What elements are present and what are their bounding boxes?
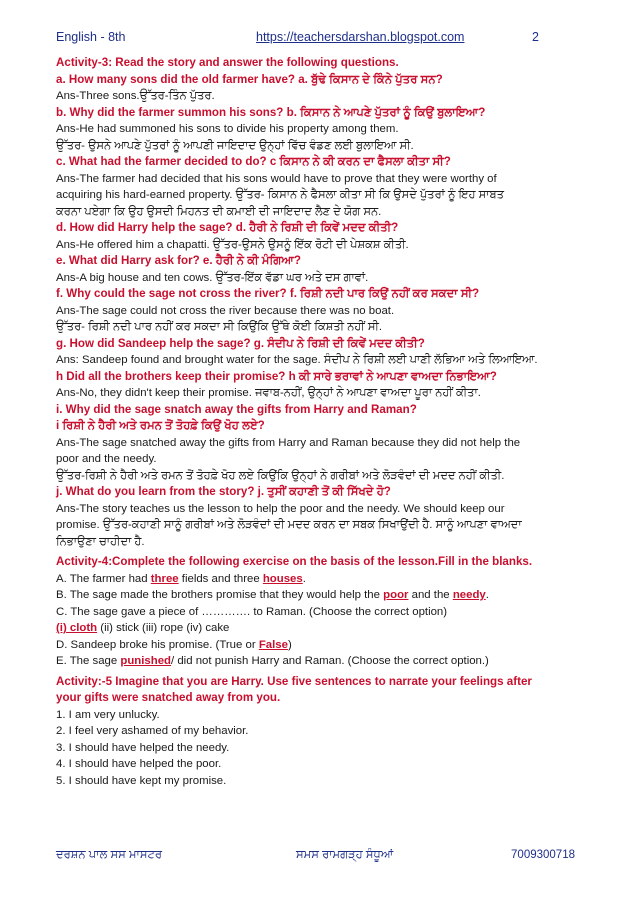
answer-line	[56, 571, 586, 588]
footer-author: ਦਰਸ਼ਨ ਪਾਲ ਸਸ ਮਾਸਟਰ	[56, 849, 162, 861]
answer-line: Ans-He had summoned his sons to divide his property among them.	[56, 123, 399, 135]
answer-line: Ans-A big house and ten cows. ਉੱਤਰ-ਇੱਕ ਵੱਡਾ ਘਰ ਅਤੇ ਦਸ ਗਾਵਾਂ.	[56, 271, 369, 284]
fill-answer: False	[258, 638, 288, 651]
answer-line	[56, 587, 586, 604]
blank-text: E. The sage	[56, 655, 121, 667]
fill-answer: three	[150, 572, 179, 585]
answer-line: acquiring his hard-earned property. ਉੱਤਰ- ਕਿਸਾਨ ਨੇ ਫੈਸਲਾ ਕੀਤਾ ਸੀ ਕਿ ਉਸਦੇ ਪੁੱਤਰਾਂ ਨੂੰ ਇਹ ਸਾਬਤ	[56, 189, 504, 201]
fill-answer: houses	[262, 572, 303, 585]
question-line: Activity-3: Read the story and answer the following questions.	[56, 56, 399, 69]
blank-text: A. The farmer had	[56, 572, 151, 585]
answer-line: ਕਰਨਾ ਪਏਗਾ ਕਿ ਉਹ ਉਸਦੀ ਮਿਹਨਤ ਦੀ ਕਮਾਈ ਦੀ ਜਾਇਦਾਦ ਲੈਣ ਦੇ ਯੋਗ ਸਨ.	[56, 205, 382, 218]
question-line: c. What had the farmer decided to do? c ਕਿਸਾਨ ਨੇ ਕੀ ਕਰਨ ਦਾ ਫੈਸਲਾ ਕੀਤਾ ਸੀ?	[56, 155, 451, 168]
blank-text: / did not punish Harry and Raman. (Choose the correct option.)	[171, 655, 489, 667]
question-line: your gifts were snatched away from you.	[56, 691, 281, 704]
answer-line: ਉੱਤਰ- ਉਸਨੇ ਆਪਣੇ ਪੁੱਤਰਾਂ ਨੂੰ ਆਪਣੀ ਜਾਇਦਾਦ ਉਨ੍ਹਾਂ ਵਿੱਚ ਵੰਡਣ ਲਈ ਬੁਲਾਇਆ ਸੀ.	[56, 139, 414, 152]
answer-line: promise. ਉੱਤਰ-ਕਹਾਣੀ ਸਾਨੂੰ ਗਰੀਬਾਂ ਅਤੇ ਲੋੜਵੰਦਾਂ ਦੀ ਮਦਦ ਕਰਨ ਦਾ ਸਬਕ ਸਿਖਾਉਂਦੀ ਹੈ. ਸਾਨੂੰ ਆਪਣਾ ਵਾਅਦਾ	[56, 519, 522, 531]
blank-text: and the	[408, 589, 453, 601]
fill-answer: poor	[383, 589, 409, 601]
question-line: d. How did Harry help the sage? d. ਹੈਰੀ ਨੇ ਰਿਸ਼ੀ ਦੀ ਕਿਵੇਂ ਮਦਦ ਕੀਤੀ?	[56, 221, 399, 234]
header-url-link[interactable]: https://teachersdarshan.blogspot.com	[256, 30, 465, 44]
worksheet-body	[56, 55, 586, 789]
answer-line	[56, 653, 586, 670]
blank-text: )	[287, 638, 292, 651]
answer-line: 3. I should have helped the needy.	[56, 741, 230, 754]
question-line: Activity-4:Complete the following exercise on the basis of the lesson.Fill in the blanks.	[56, 555, 533, 568]
answer-line: Ans-The sage snatched away the gifts from Harry and Raman because they did not help the	[56, 436, 521, 449]
blank-text: D. Sandeep broke his promise. (True or	[56, 638, 259, 651]
answer-line: Ans-No, they didn't keep their promise. ਜਵਾਬ-ਨਹੀਂ, ਉਨ੍ਹਾਂ ਨੇ ਆਪਣਾ ਵਾਅਦਾ ਪੂਰਾ ਨਹੀਂ ਕੀਤਾ.	[56, 387, 481, 399]
footer-phone: 7009300718	[511, 849, 575, 861]
page-number: 2	[532, 30, 539, 44]
answer-line	[56, 637, 586, 654]
answer-line: Ans-The farmer had decided that his sons would have to prove that they were worthy of	[56, 172, 497, 185]
question-line: h Did all the brothers keep their promise? h ਕੀ ਸਾਰੇ ਭਰਾਵਾਂ ਨੇ ਆਪਣਾ ਵਾਅਦਾ ਨਿਭਾਇਆ?	[56, 369, 497, 383]
answer-line: Ans-Three sons.ਉੱਤਰ-ਤਿੰਨ ਪੁੱਤਰ.	[56, 90, 215, 102]
page-header	[56, 30, 539, 48]
answer-line: Ans-He offered him a chapatti. ਉੱਤਰ-ਉਸਨੇ ਉਸਨੂੰ ਇੱਕ ਰੋਟੀ ਦੀ ਪੇਸ਼ਕਸ਼ ਕੀਤੀ.	[56, 238, 409, 251]
answer-line: ਉੱਤਰ- ਰਿਸ਼ੀ ਨਦੀ ਪਾਰ ਨਹੀਂ ਕਰ ਸਕਦਾ ਸੀ ਕਿਉਂਕਿ ਉੱਥੇ ਕੋਈ ਕਿਸ਼ਤੀ ਨਹੀਂ ਸੀ.	[56, 321, 383, 333]
answer-line: ਨਿਭਾਉਣਾ ਚਾਹੀਦਾ ਹੈ.	[56, 535, 145, 548]
answer-line	[56, 620, 586, 637]
fill-answer: needy	[452, 589, 486, 601]
question-line: g. How did Sandeep help the sage? g. ਸੰਦੀਪ ਨੇ ਰਿਸ਼ੀ ਦੀ ਕਿਵੇਂ ਮਦਦ ਕੀਤੀ?	[56, 336, 425, 350]
question-line: b. Why did the farmer summon his sons? b. ਕਿਸਾਨ ਨੇ ਆਪਣੇ ਪੁੱਤਰਾਂ ਨੂੰ ਕਿਉਂ ਬੁਲਾਇਆ?	[56, 105, 486, 119]
blank-text: B. The sage made the brothers promise that they would help the	[56, 589, 384, 601]
answer-line: 4. I should have helped the poor.	[56, 758, 222, 770]
question-line: e. What did Harry ask for? e. ਹੈਰੀ ਨੇ ਕੀ ਮੰਗਿਆ?	[56, 254, 302, 267]
blank-text: fields and three	[178, 572, 263, 585]
answer-line: Ans-The story teaches us the lesson to help the poor and the needy. We should keep our	[56, 502, 505, 515]
answer-line: ਉੱਤਰ-ਰਿਸ਼ੀ ਨੇ ਹੈਰੀ ਅਤੇ ਰਮਨ ਤੋਂ ਤੋਹਫ਼ੇ ਖੋਹ ਲਏ ਕਿਉਂਕਿ ਉਨ੍ਹਾਂ ਨੇ ਗਰੀਬਾਂ ਅਤੇ ਲੋੜਵੰਦਾਂ ਦੀ ਮਦਦ ਨਹੀਂ ਕੀਤੀ.	[56, 469, 505, 482]
header-subject: English - 8th	[56, 30, 126, 44]
fill-answer: punished	[120, 655, 172, 667]
question-line: Activity:-5 Imagine that you are Harry. Use five sentences to narrate your feelings after	[56, 674, 532, 688]
answer-line: 5. I should have kept my promise.	[56, 774, 227, 787]
blank-text: .	[302, 572, 306, 585]
answer-line: Ans-The sage could not cross the river because there was no boat.	[56, 304, 395, 317]
answer-line: Ans: Sandeep found and brought water for the sage. ਸੰਦੀਪ ਨੇ ਰਿਸ਼ੀ ਲਈ ਪਾਣੀ ਲੱਭਿਆ ਅਤੇ ਲਿਆਇਆ.	[56, 354, 538, 366]
question-line: j. What do you learn from the story? j. ਤੁਸੀਂ ਕਹਾਣੀ ਤੋਂ ਕੀ ਸਿੱਖਦੇ ਹੋ?	[56, 485, 391, 498]
question-line: a. How many sons did the old farmer have? a. ਬੁੱਢੇ ਕਿਸਾਨ ਦੇ ਕਿੰਨੇ ਪੁੱਤਰ ਸਨ?	[56, 72, 443, 86]
footer-school: ਸਮਸ ਰਾਮਗੜ੍ਹ ਸੰਧੂਆਂ	[296, 849, 394, 861]
answer-line: C. The sage gave a piece of …………. to Raman. (Choose the correct option)	[56, 605, 448, 618]
question-line: f. Why could the sage not cross the river? f. ਰਿਸ਼ੀ ਨਦੀ ਪਾਰ ਕਿਉਂ ਨਹੀਂ ਕਰ ਸਕਦਾ ਸੀ?	[56, 287, 480, 300]
question-line: i ਰਿਸ਼ੀ ਨੇ ਹੈਰੀ ਅਤੇ ਰਮਨ ਤੋਂ ਤੋਹਫ਼ੇ ਕਿਉਂ ਖੋਹ ਲਏ?	[56, 419, 265, 432]
page-footer	[56, 849, 575, 865]
question-line: i. Why did the sage snatch away the gifts from Harry and Raman?	[56, 402, 417, 416]
blank-text: (ii) stick (iii) rope (iv) cake	[97, 622, 230, 634]
answer-line: 1. I am very unlucky.	[56, 708, 160, 721]
fill-answer: (i) cloth	[56, 622, 98, 634]
answer-line: poor and the needy.	[56, 453, 157, 465]
answer-line: 2. I feel very ashamed of my behavior.	[56, 725, 249, 737]
blank-text: .	[485, 589, 489, 601]
